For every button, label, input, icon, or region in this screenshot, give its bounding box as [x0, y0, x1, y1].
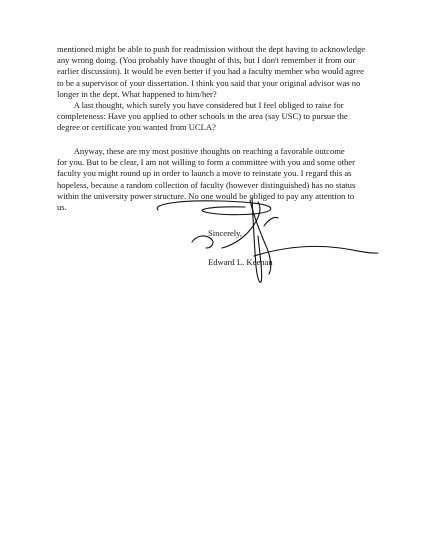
letter-paragraph-2 [57, 100, 385, 134]
letter-paragraph-1 [57, 44, 385, 100]
text-line: earlier discussion). It would be even better if you had a faculty member who would agree [57, 66, 364, 77]
handwritten-signature [150, 196, 380, 286]
text-line: A last thought, which surely you have considered but I feel obliged to raise for [57, 100, 344, 110]
text-line: hopeless, because a random collection of faculty (however distinguished) has no status [57, 179, 356, 190]
text-line: completeness: Have you applied to other schools in the area (say USC) to pursue the [57, 111, 348, 122]
text-line: for you. But to be clear, I am not willing to form a committee with you and some other [57, 157, 355, 168]
letter-closing: Sincerely, [208, 228, 243, 238]
text-line: longer in the dept. What happened to him/her? [57, 88, 217, 99]
signer-name: Edward L. Keenan [208, 257, 273, 267]
text-line: degree or certificate you wanted from UCLA? [57, 122, 216, 133]
text-line: any wrong doing. (You probably have thought of this, but I don't remember it from our [57, 55, 356, 66]
text-line: faculty you might round up in order to launch a move to reinstate you. I regard this as [57, 168, 352, 179]
text-line: to be a supervisor of your dissertation. I think you said that your original advisor was no [57, 77, 361, 88]
text-line: us. [57, 202, 67, 213]
text-line: Anyway, these are my most positive thoughts on reaching a favorable outcome [57, 146, 345, 156]
text-line: mentioned might be able to push for readmission without the dept having to acknowledge [57, 44, 366, 54]
text-line: within the university power structure. No one would be obliged to pay any attention to [57, 190, 355, 201]
